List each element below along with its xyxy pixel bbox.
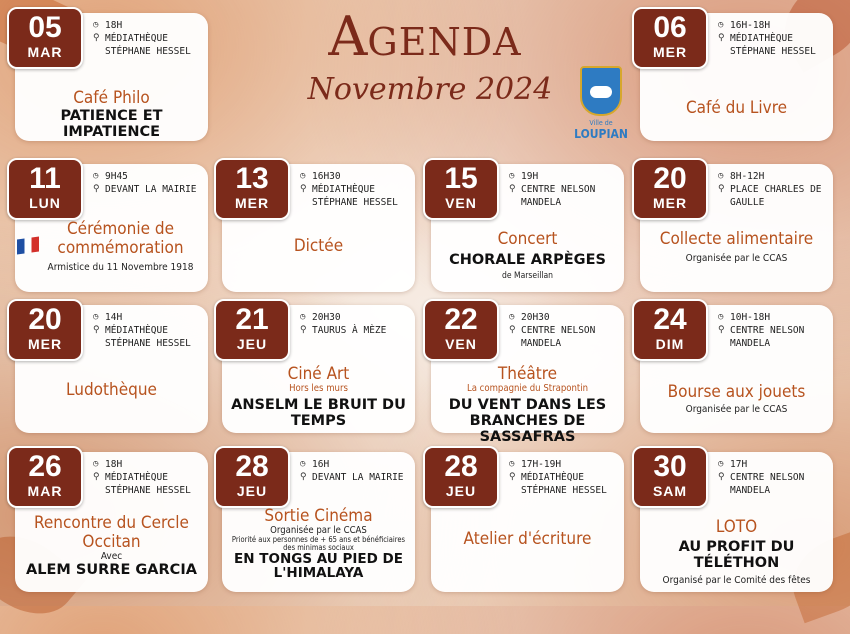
date-badge <box>214 299 290 361</box>
location-pin-icon: ⚲ <box>93 33 100 43</box>
event-subtitle: PATIENCE ET IMPATIENCE <box>60 108 163 140</box>
event-details <box>509 311 618 350</box>
event-place: CENTRE NELSON MANDELA <box>730 325 805 349</box>
event-subtitle: DU VENT DANS LES BRANCHES DE SASSAFRAS <box>448 397 607 445</box>
event-time: 18H <box>105 20 123 31</box>
date-badge <box>7 158 83 220</box>
event-details <box>718 311 827 350</box>
date-badge <box>7 299 83 361</box>
agenda-title-rest: GENDA <box>367 20 522 64</box>
event-weekday: MER <box>27 336 63 352</box>
french-flag-icon <box>17 236 39 254</box>
date-badge <box>632 7 708 69</box>
event-details <box>718 19 827 58</box>
location-pin-icon: ⚲ <box>718 184 725 194</box>
event-time: 16H <box>312 459 330 470</box>
event-card[interactable] <box>15 13 208 141</box>
event-subtitle: ALEM SURRE GARCIA <box>26 562 197 578</box>
event-day: 20 <box>28 303 62 336</box>
event-card[interactable] <box>431 303 624 445</box>
event-place: MÉDIATHÈQUE STÉPHANE HESSEL <box>105 325 191 349</box>
clock-icon: ◷ <box>93 171 99 181</box>
event-body <box>37 220 204 274</box>
event-place: CENTRE NELSON MANDELA <box>521 184 596 208</box>
event-day: 21 <box>235 303 269 336</box>
event-card[interactable] <box>640 305 833 433</box>
clock-icon: ◷ <box>718 171 724 181</box>
event-card[interactable] <box>640 13 833 141</box>
event-weekday: MER <box>652 44 688 60</box>
event-weekday: SAM <box>652 483 688 499</box>
clock-icon: ◷ <box>718 312 724 322</box>
event-body <box>19 89 204 140</box>
event-body <box>644 99 829 118</box>
event-note: Organisée par le CCAS <box>685 404 788 415</box>
event-day: 28 <box>235 450 269 483</box>
event-card[interactable] <box>222 164 415 292</box>
event-note: Organisée par le CCAS <box>685 253 788 264</box>
event-body <box>226 365 411 429</box>
location-pin-icon: ⚲ <box>93 184 100 194</box>
location-pin-icon: ⚲ <box>718 325 725 335</box>
event-title: Café du Livre <box>685 98 788 118</box>
location-pin-icon: ⚲ <box>718 472 725 482</box>
event-details <box>93 19 202 58</box>
event-title: Ludothèque <box>66 380 157 400</box>
clock-icon: ◷ <box>509 459 515 469</box>
event-day: 11 <box>29 162 61 195</box>
loupian-logo <box>566 66 636 150</box>
location-pin-icon: ⚲ <box>718 33 725 43</box>
event-body <box>435 230 620 281</box>
clock-icon: ◷ <box>300 459 306 469</box>
location-pin-icon: ⚲ <box>509 325 516 335</box>
location-pin-icon: ⚲ <box>300 184 307 194</box>
event-day: 05 <box>28 11 62 44</box>
event-place: DEVANT LA MAIRIE <box>105 184 197 195</box>
clock-icon: ◷ <box>93 20 99 30</box>
event-subtitle: CHORALE ARPÈGES <box>449 252 606 268</box>
event-title: Dictée <box>293 236 344 256</box>
event-time: 20H30 <box>312 312 341 323</box>
location-pin-icon: ⚲ <box>509 184 516 194</box>
month-subtitle: Novembre 2024 <box>307 72 553 107</box>
clock-icon: ◷ <box>509 171 515 181</box>
event-body <box>435 530 620 549</box>
event-time: 17H <box>730 459 748 470</box>
event-weekday: DIM <box>655 336 685 352</box>
event-place: CENTRE NELSON MANDELA <box>730 472 805 496</box>
event-title: Ciné Art <box>287 364 350 384</box>
event-time: 14H <box>105 312 123 323</box>
event-day: 24 <box>653 303 687 336</box>
event-time: 19H <box>521 171 539 182</box>
event-small-note: Avec <box>100 551 123 562</box>
event-details <box>718 458 827 497</box>
event-details <box>93 458 202 497</box>
event-day: 06 <box>653 11 687 44</box>
event-place: PLACE CHARLES DE GAULLE <box>730 184 822 208</box>
event-day: 22 <box>444 303 478 336</box>
event-place: MÉDIATHÈQUE STÉPHANE HESSEL <box>105 33 191 57</box>
event-title: Théâtre <box>497 364 558 384</box>
clock-icon: ◷ <box>93 459 99 469</box>
event-time: 8H-12H <box>730 171 765 182</box>
event-time: 18H <box>105 459 123 470</box>
clock-icon: ◷ <box>300 312 306 322</box>
event-weekday: MER <box>234 195 270 211</box>
event-body <box>19 514 204 578</box>
logo-caption: LOUPIAN <box>574 127 628 141</box>
event-day: 15 <box>444 162 478 195</box>
event-subtitle: ANSELM LE BRUIT DU TEMPS <box>231 397 406 429</box>
event-time: 9H45 <box>105 171 128 182</box>
event-weekday: VEN <box>445 195 477 211</box>
event-details <box>509 458 618 497</box>
event-day: 28 <box>444 450 478 483</box>
event-card[interactable] <box>640 452 833 592</box>
date-badge <box>7 446 83 508</box>
event-subtitle: EN TONGS AU PIED DE L'HIMALAYA <box>234 551 403 581</box>
event-card[interactable] <box>431 452 624 592</box>
location-pin-icon: ⚲ <box>93 325 100 335</box>
event-place: CENTRE NELSON MANDELA <box>521 325 596 349</box>
event-body <box>19 381 204 400</box>
event-title: Bourse aux jouets <box>667 382 806 402</box>
event-card[interactable] <box>15 164 208 292</box>
coat-of-arms-icon <box>580 66 622 116</box>
sheep-icon <box>590 86 612 98</box>
event-weekday: JEU <box>445 483 477 499</box>
event-details <box>718 170 827 209</box>
event-small-note: de Marseillan <box>501 271 554 281</box>
event-card[interactable] <box>640 164 833 292</box>
agenda-title <box>300 5 550 71</box>
event-note: Organisé par le Comité des fêtes <box>662 575 811 586</box>
event-details <box>509 170 618 209</box>
event-card[interactable] <box>15 452 208 592</box>
event-note: Armistice du 11 Novembre 1918 <box>47 262 194 273</box>
event-details <box>300 170 409 209</box>
event-card[interactable] <box>222 305 415 433</box>
event-card[interactable] <box>15 305 208 433</box>
event-day: 30 <box>653 450 687 483</box>
date-badge <box>632 299 708 361</box>
event-small-note: Priorité aux personnes de + 65 ans et bénéficiaires des minimas sociaux <box>231 535 406 552</box>
event-details <box>93 311 202 350</box>
event-title: Concert <box>497 229 558 249</box>
logo-caption-small: Ville de <box>589 119 613 127</box>
event-body <box>644 230 829 265</box>
event-subtitle: AU PROFIT DU TÉLÉTHON <box>678 539 795 571</box>
clock-icon: ◷ <box>718 459 724 469</box>
event-time: 16H-18H <box>730 20 771 31</box>
event-place: MÉDIATHÈQUE STÉPHANE HESSEL <box>521 472 607 496</box>
event-tagline: Hors les murs <box>289 383 348 394</box>
clock-icon: ◷ <box>509 312 515 322</box>
event-time: 17H-19H <box>521 459 562 470</box>
event-title: Sortie Cinéma <box>264 506 373 526</box>
event-weekday: VEN <box>445 336 477 352</box>
event-weekday: MAR <box>27 483 63 499</box>
event-details <box>300 311 409 337</box>
event-title: Café Philo <box>73 88 150 108</box>
event-day: 13 <box>235 162 269 195</box>
date-badge <box>214 446 290 508</box>
event-place: MÉDIATHÈQUE STÉPHANE HESSEL <box>730 33 816 57</box>
event-card[interactable] <box>222 452 415 592</box>
event-title: Cérémonie de commémoration <box>57 219 184 258</box>
event-place: TAURUS À MÈZE <box>312 325 387 336</box>
event-day: 20 <box>653 162 687 195</box>
event-details <box>300 458 409 484</box>
event-weekday: LUN <box>29 195 61 211</box>
event-weekday: MAR <box>27 44 63 60</box>
clock-icon: ◷ <box>300 171 306 181</box>
event-body <box>644 518 829 587</box>
date-badge <box>7 7 83 69</box>
event-tagline: Organisée par le CCAS <box>270 525 367 536</box>
event-time: 10H-18H <box>730 312 771 323</box>
clock-icon: ◷ <box>718 20 724 30</box>
event-day: 26 <box>28 450 62 483</box>
event-tagline: La compagnie du Strapontin <box>466 383 589 394</box>
clock-icon: ◷ <box>93 312 99 322</box>
date-badge <box>423 446 499 508</box>
location-pin-icon: ⚲ <box>300 472 307 482</box>
event-place: MÉDIATHÈQUE STÉPHANE HESSEL <box>312 184 398 208</box>
event-weekday: JEU <box>236 336 268 352</box>
event-title: Atelier d'écriture <box>463 529 592 549</box>
date-badge <box>214 158 290 220</box>
event-title: Collecte alimentaire <box>659 229 814 249</box>
event-body <box>435 365 620 445</box>
event-place: MÉDIATHÈQUE STÉPHANE HESSEL <box>105 472 191 496</box>
event-title: Rencontre du Cercle Occitan <box>34 513 189 552</box>
event-place: DEVANT LA MAIRIE <box>312 472 404 483</box>
event-title: LOTO <box>715 517 758 537</box>
event-time: 20H30 <box>521 312 550 323</box>
date-badge <box>632 446 708 508</box>
agenda-title-initial: A <box>328 5 368 68</box>
location-pin-icon: ⚲ <box>300 325 307 335</box>
event-details <box>93 170 202 196</box>
event-weekday: JEU <box>236 483 268 499</box>
date-badge <box>632 158 708 220</box>
event-body <box>644 383 829 416</box>
event-card[interactable] <box>431 164 624 292</box>
event-weekday: MER <box>652 195 688 211</box>
location-pin-icon: ⚲ <box>509 472 516 482</box>
event-body <box>226 237 411 256</box>
event-body <box>226 507 411 580</box>
date-badge <box>423 299 499 361</box>
location-pin-icon: ⚲ <box>93 472 100 482</box>
event-time: 16H30 <box>312 171 341 182</box>
date-badge <box>423 158 499 220</box>
